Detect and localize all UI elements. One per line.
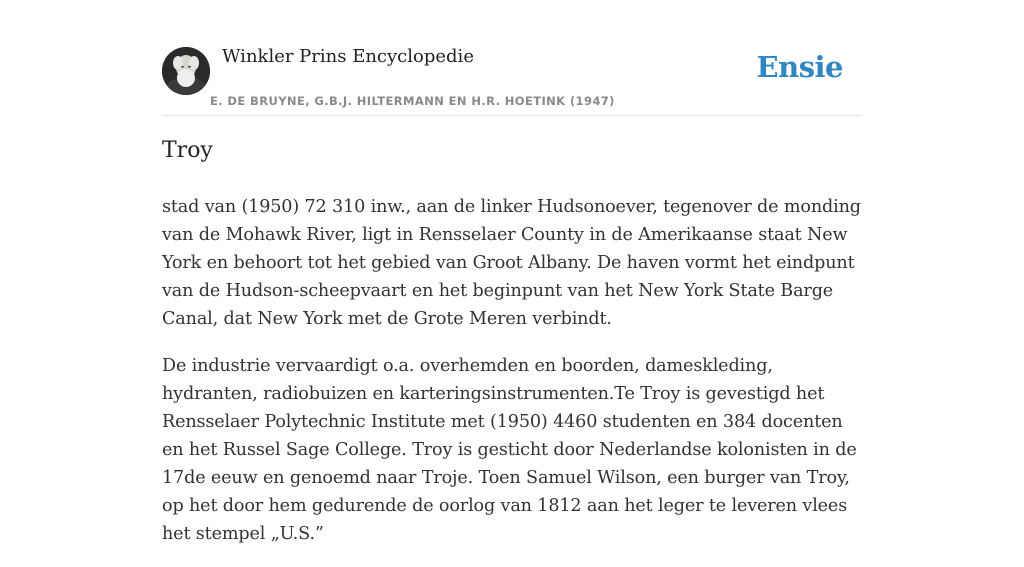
publication-title[interactable]: Winkler Prins Encyclopedie (222, 46, 474, 67)
publication-authors: E. DE BRUYNE, G.B.J. HILTERMANN EN H.R. HOETINK (1947) (210, 94, 615, 108)
ensie-logo-link[interactable]: Ensie (756, 50, 843, 84)
header-divider (162, 115, 862, 116)
article-body (162, 193, 864, 567)
article-paragraph: stad van (1950) 72 310 inw., aan de linker Hudsonoever, tegenover de monding van de Mohawk River, ligt in Rensselaer County in de Amerikaanse staat New York en behoort tot het gebied van Groot Albany. De haven vormt het eindpunt van de Hudson-scheepvaart en het beginpunt van het New York State Barge Canal, dat New York met de Grote Meren verbindt. (162, 197, 861, 329)
article-paragraph: De industrie vervaardigt o.a. overhemden en boorden, dameskleding, hydranten, radiobuizen en karteringsinstrumenten.Te Troy is gevestigd het Rensselaer Polytechnic Institute met (1950) 4460 studenten en 384 docenten en het Russel Sage College. Troy is gesticht door Nederlandse kolonisten in de 17de eeuw en genoemd naar Troje. Toen Samuel Wilson, een burger van Troy, op het door hem gedurende de oorlog van 1812 aan het leger te leveren vlees het stempel „U.S.” (162, 356, 857, 544)
portrait-avatar-icon (162, 47, 210, 95)
entry-title: Troy (162, 138, 213, 163)
author-avatar (162, 47, 210, 95)
